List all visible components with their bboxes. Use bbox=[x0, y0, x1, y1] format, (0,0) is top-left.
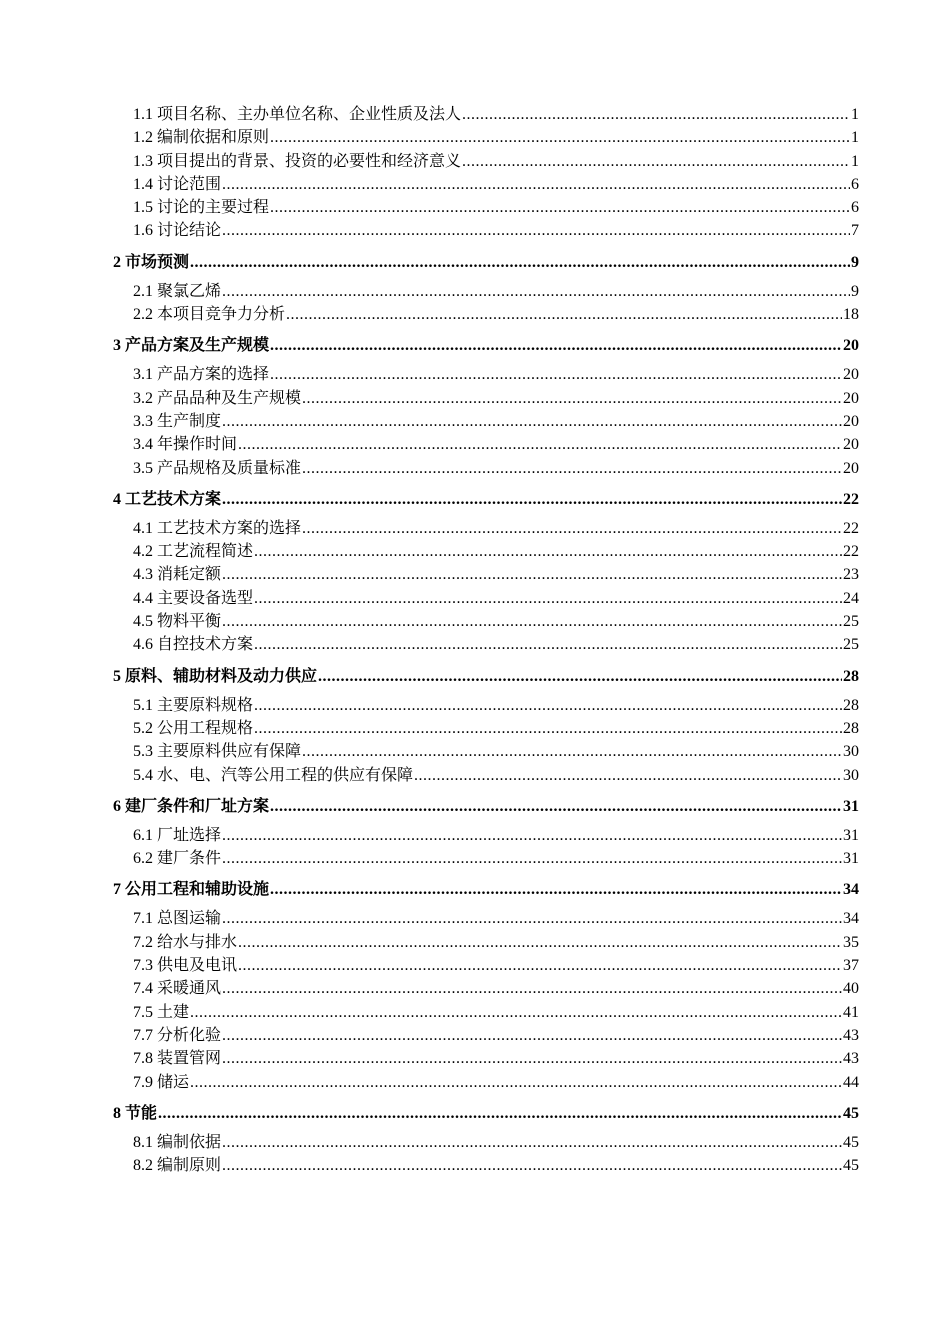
toc-dot-leader bbox=[302, 457, 842, 480]
toc-section-entry[interactable] bbox=[113, 1047, 859, 1070]
toc-page-number: 30 bbox=[843, 743, 859, 761]
toc-entry-label: 1.2 编制依据和原则 bbox=[133, 129, 270, 147]
toc-dot-leader bbox=[222, 977, 842, 1000]
toc-dot-leader bbox=[222, 1047, 842, 1070]
toc-dot-leader bbox=[222, 610, 842, 633]
toc-dot-leader bbox=[254, 540, 842, 563]
toc-section-entry[interactable] bbox=[113, 764, 859, 787]
toc-entry-label: 8.2 编制原则 bbox=[133, 1157, 222, 1175]
toc-dot-leader bbox=[222, 907, 842, 930]
toc-entry-label: 2 市场预测 bbox=[113, 253, 190, 271]
toc-page-number: 45 bbox=[843, 1157, 859, 1175]
toc-section-entry[interactable] bbox=[113, 387, 859, 410]
toc-section-entry[interactable] bbox=[113, 633, 859, 656]
toc-chapter-entry[interactable] bbox=[113, 484, 859, 516]
toc-entry-label: 1.3 项目提出的背景、投资的必要性和经济意义 bbox=[133, 152, 462, 170]
toc-entry-label: 5.3 主要原料供应有保障 bbox=[133, 743, 302, 761]
toc-entry-label: 6.1 厂址选择 bbox=[133, 826, 222, 844]
toc-page-number: 22 bbox=[843, 519, 859, 537]
toc-section-entry[interactable] bbox=[113, 150, 859, 173]
toc-chapter-entry[interactable] bbox=[113, 661, 859, 693]
toc-section-entry[interactable] bbox=[113, 740, 859, 763]
toc-page-number: 41 bbox=[843, 1003, 859, 1021]
toc-entry-label: 4.6 自控技术方案 bbox=[133, 636, 254, 654]
toc-chapter-entry[interactable] bbox=[113, 791, 859, 823]
toc-page-number: 20 bbox=[843, 412, 859, 430]
toc-entry-label: 7.8 装置管网 bbox=[133, 1050, 222, 1068]
toc-page-number: 34 bbox=[843, 910, 859, 928]
toc-entry-label: 3.1 产品方案的选择 bbox=[133, 366, 270, 384]
toc-entry-label: 4.2 工艺流程简述 bbox=[133, 543, 254, 561]
toc-dot-leader bbox=[238, 931, 842, 954]
toc-page-number: 6 bbox=[851, 199, 859, 217]
toc-section-entry[interactable] bbox=[113, 931, 859, 954]
toc-entry-label: 2.1 聚氯乙烯 bbox=[133, 282, 222, 300]
toc-entry-label: 5 原料、辅助材料及动力供应 bbox=[113, 667, 318, 685]
toc-page-number: 6 bbox=[851, 175, 859, 193]
toc-section-entry[interactable] bbox=[113, 847, 859, 870]
toc-dot-leader bbox=[238, 954, 842, 977]
toc-section-entry[interactable] bbox=[113, 824, 859, 847]
toc-dot-leader bbox=[270, 126, 850, 149]
toc-section-entry[interactable] bbox=[113, 717, 859, 740]
toc-entry-label: 5.2 公用工程规格 bbox=[133, 719, 254, 737]
toc-entry-label: 1.1 项目名称、主办单位名称、企业性质及法人 bbox=[133, 106, 462, 123]
toc-page-number: 22 bbox=[843, 490, 859, 508]
toc-entry-label: 7.5 土建 bbox=[133, 1003, 190, 1021]
toc-entry-label: 3 产品方案及生产规模 bbox=[113, 337, 270, 355]
toc-page-number: 43 bbox=[843, 1026, 859, 1044]
toc-entry-label: 4.5 物料平衡 bbox=[133, 613, 222, 631]
toc-page-number: 25 bbox=[843, 613, 859, 631]
toc-dot-leader bbox=[190, 1071, 842, 1094]
toc-page-number: 45 bbox=[843, 1104, 859, 1122]
toc-page-number: 31 bbox=[843, 826, 859, 844]
toc-entry-label: 3.5 产品规格及质量标准 bbox=[133, 459, 302, 477]
toc-chapter-entry[interactable] bbox=[113, 247, 859, 279]
toc-dot-leader bbox=[222, 1131, 842, 1154]
toc-page-number: 22 bbox=[843, 543, 859, 561]
toc-dot-leader bbox=[302, 740, 842, 763]
toc-page-number: 28 bbox=[843, 696, 859, 714]
toc-page-number: 9 bbox=[851, 282, 859, 300]
toc-section-entry[interactable] bbox=[113, 517, 859, 540]
table-of-contents bbox=[113, 103, 859, 1177]
toc-entry-label: 3.4 年操作时间 bbox=[133, 436, 238, 454]
toc-section-entry[interactable] bbox=[113, 433, 859, 456]
toc-entry-label: 3.2 产品品种及生产规模 bbox=[133, 389, 302, 407]
toc-dot-leader bbox=[222, 219, 850, 242]
toc-chapter-entry[interactable] bbox=[113, 1098, 859, 1130]
toc-entry-label: 2.2 本项目竞争力分析 bbox=[133, 306, 286, 324]
toc-section-entry[interactable] bbox=[113, 363, 859, 386]
toc-dot-leader bbox=[222, 173, 850, 196]
toc-page-number: 31 bbox=[843, 797, 859, 815]
toc-dot-leader bbox=[286, 303, 842, 326]
toc-dot-leader bbox=[222, 1024, 842, 1047]
toc-section-entry[interactable] bbox=[113, 610, 859, 633]
toc-page-number: 18 bbox=[843, 306, 859, 324]
toc-page-number: 20 bbox=[843, 459, 859, 477]
toc-section-entry[interactable] bbox=[113, 1024, 859, 1047]
toc-page-number: 28 bbox=[843, 719, 859, 737]
toc-section-entry[interactable] bbox=[113, 126, 859, 149]
toc-page-number: 24 bbox=[843, 589, 859, 607]
toc-dot-leader bbox=[254, 717, 842, 740]
toc-dot-leader bbox=[158, 1098, 842, 1130]
toc-page-number: 37 bbox=[843, 957, 859, 975]
toc-page-number: 9 bbox=[851, 253, 859, 271]
toc-page-number: 20 bbox=[843, 366, 859, 384]
toc-page-number: 28 bbox=[843, 667, 859, 685]
toc-section-entry[interactable] bbox=[113, 907, 859, 930]
toc-dot-leader bbox=[254, 633, 842, 656]
toc-page-number: 20 bbox=[843, 337, 859, 355]
toc-dot-leader bbox=[222, 484, 842, 516]
toc-entry-label: 3.3 生产制度 bbox=[133, 412, 222, 430]
toc-section-entry[interactable] bbox=[113, 694, 859, 717]
toc-page-number: 23 bbox=[843, 566, 859, 584]
toc-entry-label: 8.1 编制依据 bbox=[133, 1133, 222, 1151]
toc-entry-label: 5.4 水、电、汽等公用工程的供应有保障 bbox=[133, 766, 414, 784]
toc-page-number: 20 bbox=[843, 436, 859, 454]
toc-entry-label: 7.3 供电及电讯 bbox=[133, 957, 238, 975]
toc-entry-label: 4.1 工艺技术方案的选择 bbox=[133, 519, 302, 537]
toc-dot-leader bbox=[254, 694, 842, 717]
toc-page-number: 7 bbox=[851, 222, 859, 240]
toc-dot-leader bbox=[302, 387, 842, 410]
toc-dot-leader bbox=[318, 661, 842, 693]
toc-dot-leader bbox=[270, 196, 850, 219]
toc-section-entry[interactable] bbox=[113, 196, 859, 219]
toc-page-number: 40 bbox=[843, 980, 859, 998]
toc-page-number: 30 bbox=[843, 766, 859, 784]
toc-dot-leader bbox=[270, 874, 842, 906]
toc-entry-label: 7.9 储运 bbox=[133, 1073, 190, 1091]
toc-dot-leader bbox=[190, 247, 850, 279]
toc-dot-leader bbox=[222, 847, 842, 870]
toc-entry-label: 4.3 消耗定额 bbox=[133, 566, 222, 584]
toc-dot-leader bbox=[414, 764, 842, 787]
toc-entry-label: 4.4 主要设备选型 bbox=[133, 589, 254, 607]
toc-page-number: 45 bbox=[843, 1133, 859, 1151]
toc-entry-label: 8 节能 bbox=[113, 1104, 158, 1122]
toc-section-entry[interactable] bbox=[113, 977, 859, 1000]
toc-entry-label: 7 公用工程和辅助设施 bbox=[113, 881, 270, 899]
toc-dot-leader bbox=[222, 280, 850, 303]
toc-section-entry[interactable] bbox=[113, 103, 859, 126]
toc-page-number: 25 bbox=[843, 636, 859, 654]
toc-page-number: 35 bbox=[843, 933, 859, 951]
toc-page-number: 43 bbox=[843, 1050, 859, 1068]
toc-entry-label: 4 工艺技术方案 bbox=[113, 490, 222, 508]
toc-dot-leader bbox=[270, 363, 842, 386]
toc-section-entry[interactable] bbox=[113, 1154, 859, 1177]
toc-section-entry[interactable] bbox=[113, 1071, 859, 1094]
toc-dot-leader bbox=[222, 563, 842, 586]
toc-dot-leader bbox=[222, 410, 842, 433]
toc-section-entry[interactable] bbox=[113, 173, 859, 196]
toc-entry-label: 6 建厂条件和厂址方案 bbox=[113, 797, 270, 815]
toc-section-entry[interactable] bbox=[113, 219, 859, 242]
toc-section-entry[interactable] bbox=[113, 1131, 859, 1154]
toc-dot-leader bbox=[254, 587, 842, 610]
toc-page-number: 1 bbox=[851, 129, 859, 147]
toc-page-number: 44 bbox=[843, 1073, 859, 1091]
toc-section-entry[interactable] bbox=[113, 1001, 859, 1024]
toc-entry-label: 7.1 总图运输 bbox=[133, 910, 222, 928]
toc-section-entry[interactable] bbox=[113, 954, 859, 977]
toc-dot-leader bbox=[302, 517, 842, 540]
toc-entry-label: 1.4 讨论范围 bbox=[133, 175, 222, 193]
toc-entry-label: 7.4 采暖通风 bbox=[133, 980, 222, 998]
toc-section-entry[interactable] bbox=[113, 563, 859, 586]
toc-entry-label: 6.2 建厂条件 bbox=[133, 850, 222, 868]
toc-dot-leader bbox=[462, 103, 850, 126]
toc-dot-leader bbox=[190, 1001, 842, 1024]
toc-entry-label: 1.5 讨论的主要过程 bbox=[133, 199, 270, 217]
toc-page-number: 1 bbox=[851, 106, 859, 123]
toc-chapter-entry[interactable] bbox=[113, 330, 859, 362]
toc-entry-label: 1.6 讨论结论 bbox=[133, 222, 222, 240]
toc-section-entry[interactable] bbox=[113, 303, 859, 326]
toc-section-entry[interactable] bbox=[113, 540, 859, 563]
toc-dot-leader bbox=[270, 791, 842, 823]
toc-dot-leader bbox=[222, 1154, 842, 1177]
toc-section-entry[interactable] bbox=[113, 410, 859, 433]
toc-section-entry[interactable] bbox=[113, 457, 859, 480]
toc-section-entry[interactable] bbox=[113, 280, 859, 303]
toc-dot-leader bbox=[462, 150, 850, 173]
toc-page-number: 34 bbox=[843, 881, 859, 899]
toc-page-number: 20 bbox=[843, 389, 859, 407]
toc-dot-leader bbox=[222, 824, 842, 847]
toc-entry-label: 7.2 给水与排水 bbox=[133, 933, 238, 951]
toc-entry-label: 5.1 主要原料规格 bbox=[133, 696, 254, 714]
toc-section-entry[interactable] bbox=[113, 587, 859, 610]
toc-page-number: 1 bbox=[851, 152, 859, 170]
toc-chapter-entry[interactable] bbox=[113, 874, 859, 906]
toc-entry-label: 7.7 分析化验 bbox=[133, 1026, 222, 1044]
toc-dot-leader bbox=[270, 330, 842, 362]
toc-dot-leader bbox=[238, 433, 842, 456]
toc-page-number: 31 bbox=[843, 850, 859, 868]
